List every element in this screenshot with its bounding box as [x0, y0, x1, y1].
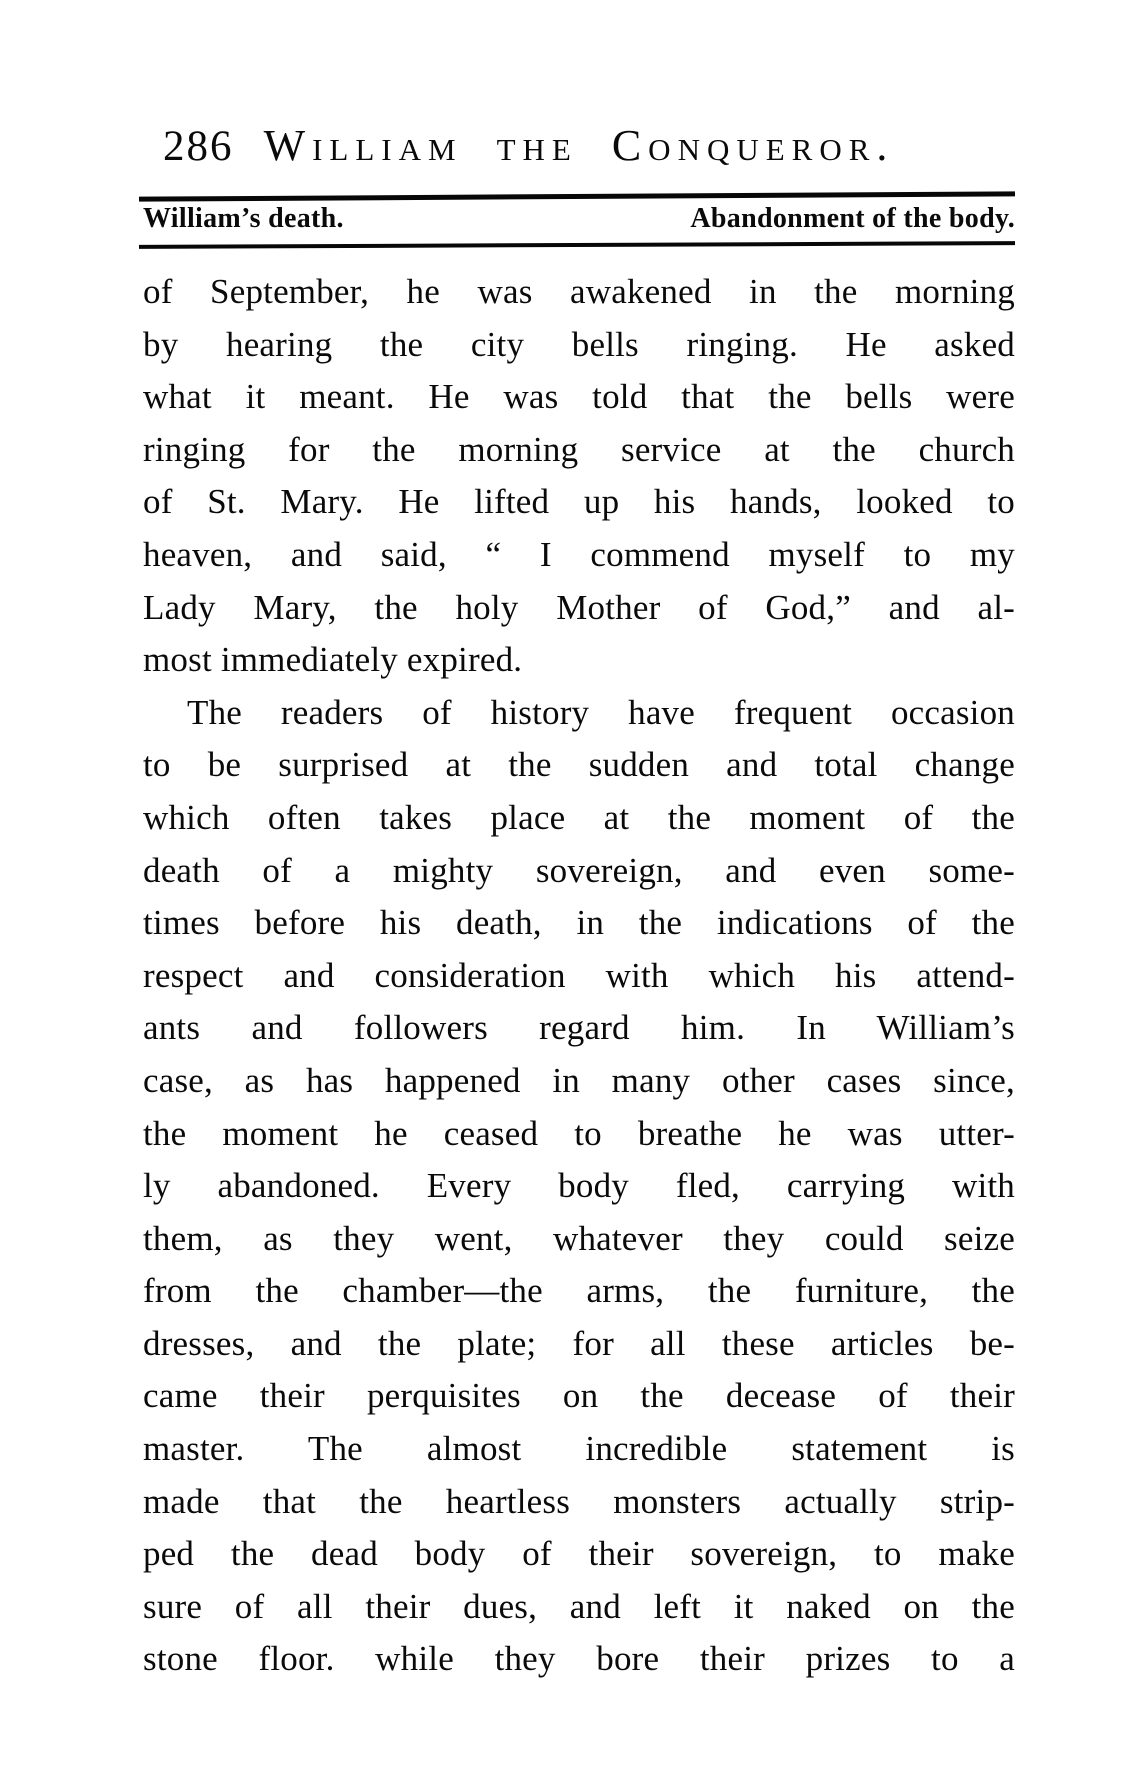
text-line: came their perquisites on the decease of their [143, 1376, 1015, 1416]
text-line: them, as they went, whatever they could seize [143, 1218, 1015, 1258]
text-line: what it meant. He was told that the bells were [143, 377, 1015, 417]
page-header [143, 120, 1015, 172]
text-line: sure of all their dues, and left it naked on the [143, 1586, 1015, 1626]
text-line: by hearing the city bells ringing. He asked [143, 324, 1015, 364]
running-heads [143, 203, 1015, 235]
text-line: from the chamber—the arms, the furniture, the [143, 1271, 1015, 1311]
text-line: case, as has happened in many other cases since, [143, 1060, 1015, 1100]
header-rule [139, 191, 1015, 201]
text-line: most immediately expired. [143, 640, 523, 680]
running-head-right: Abandonment of the body. [690, 203, 1015, 234]
text-line: ly abandoned. Every body fled, carrying with [143, 1166, 1015, 1206]
page-title: William the Conqueror. [263, 121, 895, 170]
text-line: respect and consideration with which his attend- [143, 955, 1015, 995]
text-line: made that the heartless monsters actually strip- [143, 1481, 1015, 1521]
text-line: the moment he ceased to breathe he was utter- [143, 1113, 1015, 1153]
running-head-rule [139, 241, 1015, 249]
text-line: death of a mighty sovereign, and even some- [143, 850, 1015, 890]
text-line: to be surprised at the sudden and total change [143, 745, 1015, 785]
running-head-left: William’s death. [143, 203, 344, 234]
text-line: ants and followers regard him. In William’s [143, 1008, 1015, 1048]
text-line: ped the dead body of their sovereign, to make [143, 1534, 1015, 1574]
text-line: heaven, and said, “ I commend myself to my [143, 534, 1015, 574]
text-line: which often takes place at the moment of the [143, 797, 1015, 837]
text-line: of St. Mary. He lifted up his hands, looked to [143, 482, 1015, 522]
page-number: 286 [163, 123, 234, 170]
text-line: ringing for the morning service at the church [143, 429, 1015, 469]
text-line: stone floor. while they bore their prizes to a [143, 1639, 1015, 1679]
text-line: master. The almost incredible statement is [143, 1429, 1015, 1469]
text-line: The readers of history have frequent occasion [187, 692, 1015, 732]
text-line: times before his death, in the indications of the [143, 903, 1015, 943]
body-text [143, 266, 1015, 1686]
text-line: Lady Mary, the holy Mother of God,” and al- [143, 587, 1015, 627]
text-line: of September, he was awakened in the morning [143, 272, 1015, 311]
text-line: dresses, and the plate; for all these articles be- [143, 1323, 1015, 1363]
